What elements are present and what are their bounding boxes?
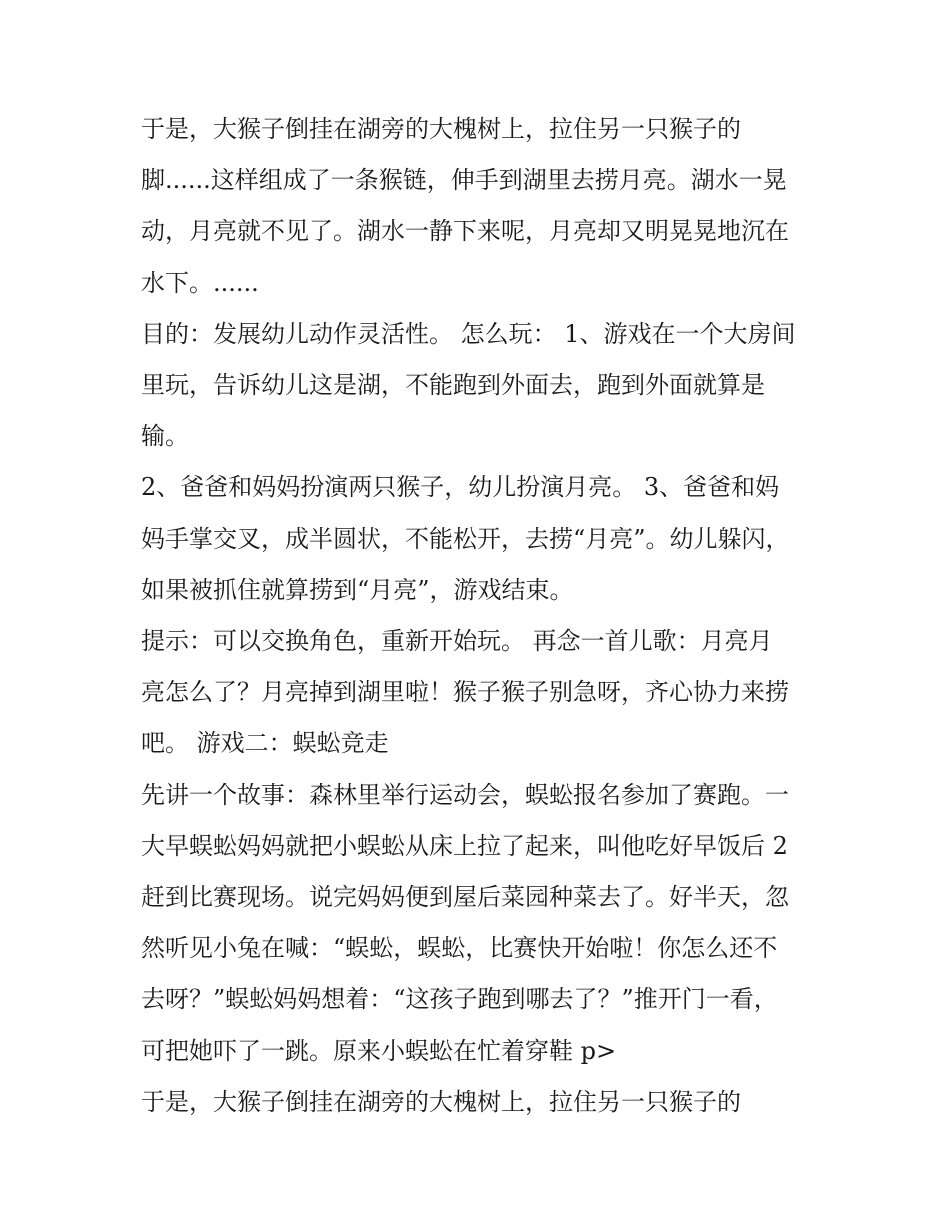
text-line: 大早蜈蚣妈妈就把小蜈蚣从床上拉了起来，叫他吃好早饭后 2 bbox=[141, 831, 788, 860]
text-line: 水下。...... bbox=[141, 268, 259, 297]
text-line: 输。 bbox=[141, 422, 189, 451]
text-line: 如果被抓住就算捞到“月亮”，游戏结束。 bbox=[141, 575, 574, 604]
text-line: 然听见小兔在喊：“蜈蚣，蜈蚣，比赛快开始啦！你怎么还不 bbox=[141, 934, 778, 963]
text-line: 里玩，告诉幼儿这是湖，不能跑到外面去，跑到外面就算是 bbox=[141, 371, 765, 400]
text-line: 亮怎么了？月亮掉到湖里啦！猴子猴子别急呀，齐心协力来捞 bbox=[141, 678, 789, 707]
text-line: 先讲一个故事：森林里举行运动会，蜈蚣报名参加了赛跑。一 bbox=[141, 780, 789, 809]
document-body bbox=[141, 104, 821, 1128]
text-line: 于是，大猴子倒挂在湖旁的大槐树上，拉住另一只猴子的 bbox=[141, 1087, 741, 1116]
text-line: 2、爸爸和妈妈扮演两只猴子，幼儿扮演月亮。 3、爸爸和妈 bbox=[141, 473, 780, 502]
text-line: 吧。 游戏二：蜈蚣竞走 bbox=[141, 729, 389, 758]
text-line: 提示：可以交换角色，重新开始玩。 再念一首儿歌：月亮月 bbox=[141, 627, 773, 656]
text-line: 妈手掌交叉，成半圆状，不能松开，去捞“月亮”。幼儿躲闪， bbox=[141, 524, 790, 553]
text-line: 于是，大猴子倒挂在湖旁的大槐树上，拉住另一只猴子的 bbox=[141, 115, 741, 143]
text-line: 去呀？”蜈蚣妈妈想着：“这孩子跑到哪去了？”推开门一看， bbox=[141, 985, 778, 1014]
text-line: 目的：发展幼儿动作灵活性。 怎么玩： 1、游戏在一个大房间 bbox=[141, 319, 796, 348]
text-line: 动，月亮就不见了。湖水一静下来呢，月亮却又明晃晃地沉在 bbox=[141, 217, 789, 246]
text-line: 可把她吓了一跳。原来小蜈蚣在忙着穿鞋 p> bbox=[141, 1036, 617, 1065]
text-line: 脚......这样组成了一条猴链，伸手到湖里去捞月亮。湖水一晃 bbox=[141, 166, 787, 195]
text-line: 赶到比赛现场。说完妈妈便到屋后菜园种菜去了。好半天，忽 bbox=[141, 883, 789, 912]
